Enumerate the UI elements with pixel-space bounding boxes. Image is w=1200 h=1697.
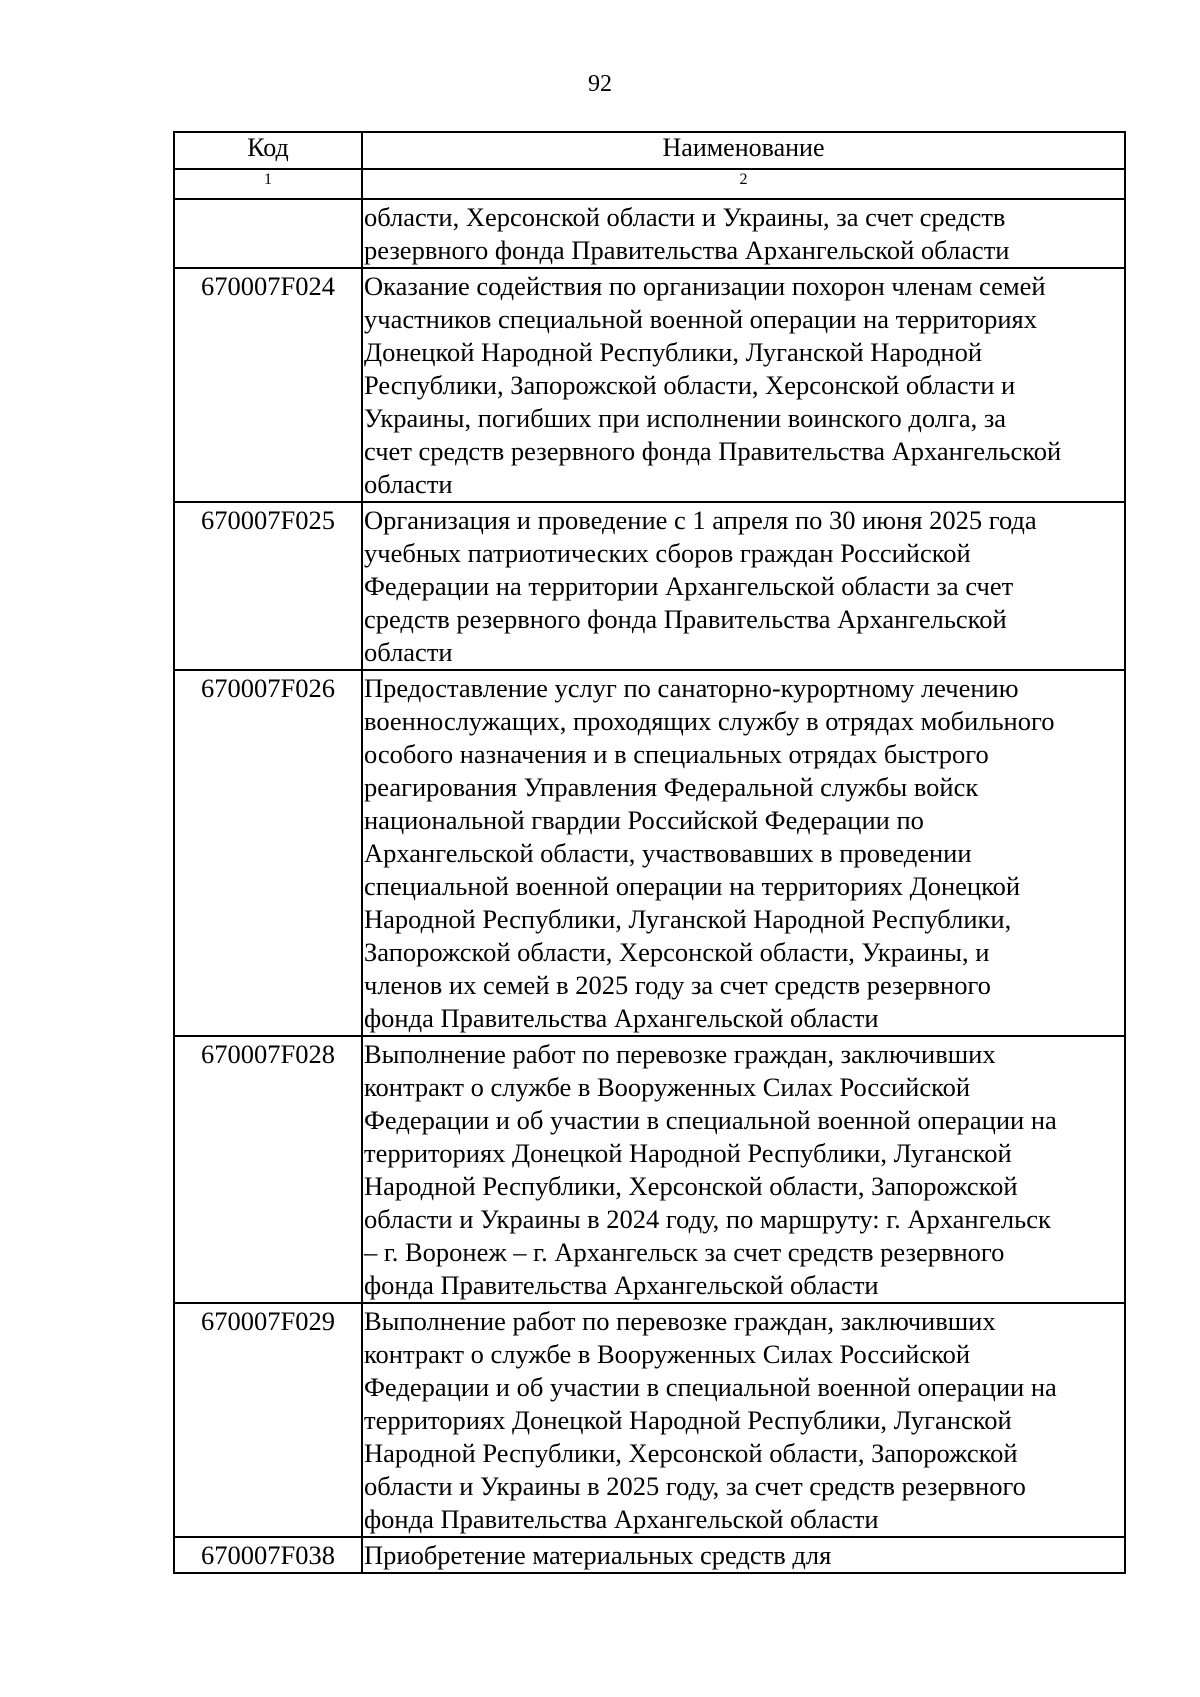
- row-name-line: счет средств резервного фонда Правительства Архангельской: [364, 436, 1062, 466]
- row-name-line: Республики, Запорожской области, Херсонской области и: [364, 370, 1016, 400]
- header-name: Наименование: [362, 132, 1125, 169]
- row-code: 670007F026: [174, 670, 362, 1036]
- row-name: [362, 1303, 1125, 1537]
- row-name-line: Архангельской области, участвовавших в проведении: [364, 838, 972, 868]
- row-name-line: области и Украины в 2024 году, по маршруту: г. Архангельск: [364, 1204, 1051, 1234]
- row-code: [174, 199, 362, 268]
- row-name-line: Федерации на территории Архангельской области за счет: [364, 571, 1014, 601]
- table-row: [174, 199, 1125, 268]
- row-name-line: членов их семей в 2025 году за счет средств резервного: [364, 970, 991, 1000]
- row-name-line: особого назначения и в специальных отрядах быстрого: [364, 739, 989, 769]
- table-row: [174, 1537, 1125, 1573]
- row-name-line: Запорожской области, Херсонской области, Украины, и: [364, 937, 990, 967]
- row-name-line: Организация и проведение с 1 апреля по 30 июня 2025 года: [364, 505, 1037, 535]
- row-name-line: Народной Республики, Херсонской области, Запорожской: [364, 1171, 1018, 1201]
- column-index-code: 1: [174, 169, 362, 199]
- row-name-line: контракт о службе в Вооруженных Силах Российской: [364, 1072, 971, 1102]
- row-name-line: фонда Правительства Архангельской области: [364, 1504, 879, 1534]
- row-name-line: Народной Республики, Херсонской области, Запорожской: [364, 1438, 1018, 1468]
- header-code: Код: [174, 132, 362, 169]
- row-name-line: территориях Донецкой Народной Республики, Луганской: [364, 1405, 1012, 1435]
- row-name-line: фонда Правительства Архангельской области: [364, 1003, 879, 1033]
- row-name: [362, 199, 1125, 268]
- budget-code-table: [173, 131, 1126, 1574]
- row-name-line: Народной Республики, Луганской Народной Республики,: [364, 904, 1012, 934]
- row-name-line: национальной гвардии Российской Федерации по: [364, 805, 924, 835]
- row-name-line: Федерации и об участии в специальной военной операции на: [364, 1372, 1057, 1402]
- row-name: [362, 502, 1125, 670]
- row-name-line: учебных патриотических сборов граждан Российской: [364, 538, 971, 568]
- row-code: 670007F025: [174, 502, 362, 670]
- row-name-line: – г. Воронеж – г. Архангельск за счет средств резервного: [364, 1237, 1005, 1267]
- row-name-line: Предоставление услуг по санаторно-курортному лечению: [364, 673, 1019, 703]
- row-name: [362, 268, 1125, 502]
- table-row: [174, 502, 1125, 670]
- table-row: [174, 1303, 1125, 1537]
- row-name-line: области, Херсонской области и Украины, за счет средств: [364, 202, 1006, 232]
- row-name-line: Оказание содействия по организации похорон членам семей: [364, 271, 1046, 301]
- row-name-line: Выполнение работ по перевозке граждан, заключивших: [364, 1306, 996, 1336]
- column-index-name: 2: [362, 169, 1125, 199]
- row-name-line: области: [364, 637, 453, 667]
- row-name-line: резервного фонда Правительства Архангельской области: [364, 235, 1010, 265]
- row-name-line: Приобретение материальных средств для: [364, 1540, 832, 1570]
- row-code: 670007F024: [174, 268, 362, 502]
- table-header-row: [174, 132, 1125, 169]
- row-name-line: территориях Донецкой Народной Республики, Луганской: [364, 1138, 1012, 1168]
- page-number: 92: [588, 71, 612, 97]
- table-row: [174, 1036, 1125, 1303]
- row-name-line: Украины, погибших при исполнении воинского долга, за: [364, 403, 1007, 433]
- row-name-line: военнослужащих, проходящих службу в отрядах мобильного: [364, 706, 1055, 736]
- row-name: [362, 1537, 1125, 1573]
- row-name-line: области и Украины в 2025 году, за счет средств резервного: [364, 1471, 1026, 1501]
- row-name-line: средств резервного фонда Правительства Архангельской: [364, 604, 1007, 634]
- row-name-line: фонда Правительства Архангельской области: [364, 1270, 879, 1300]
- row-code: 670007F029: [174, 1303, 362, 1537]
- row-code: 670007F028: [174, 1036, 362, 1303]
- row-name-line: Федерации и об участии в специальной военной операции на: [364, 1105, 1057, 1135]
- row-name-line: участников специальной военной операции на территориях: [364, 304, 1037, 334]
- column-index-row: [174, 169, 1125, 199]
- row-name-line: реагирования Управления Федеральной службы войск: [364, 772, 979, 802]
- row-name-line: контракт о службе в Вооруженных Силах Российской: [364, 1339, 971, 1369]
- row-code: 670007F038: [174, 1537, 362, 1573]
- table-row: [174, 670, 1125, 1036]
- row-name-line: Донецкой Народной Республики, Луганской Народной: [364, 337, 983, 367]
- row-name: [362, 670, 1125, 1036]
- row-name-line: специальной военной операции на территориях Донецкой: [364, 871, 1021, 901]
- table-row: [174, 268, 1125, 502]
- row-name-line: Выполнение работ по перевозке граждан, заключивших: [364, 1039, 996, 1069]
- row-name: [362, 1036, 1125, 1303]
- row-name-line: области: [364, 469, 453, 499]
